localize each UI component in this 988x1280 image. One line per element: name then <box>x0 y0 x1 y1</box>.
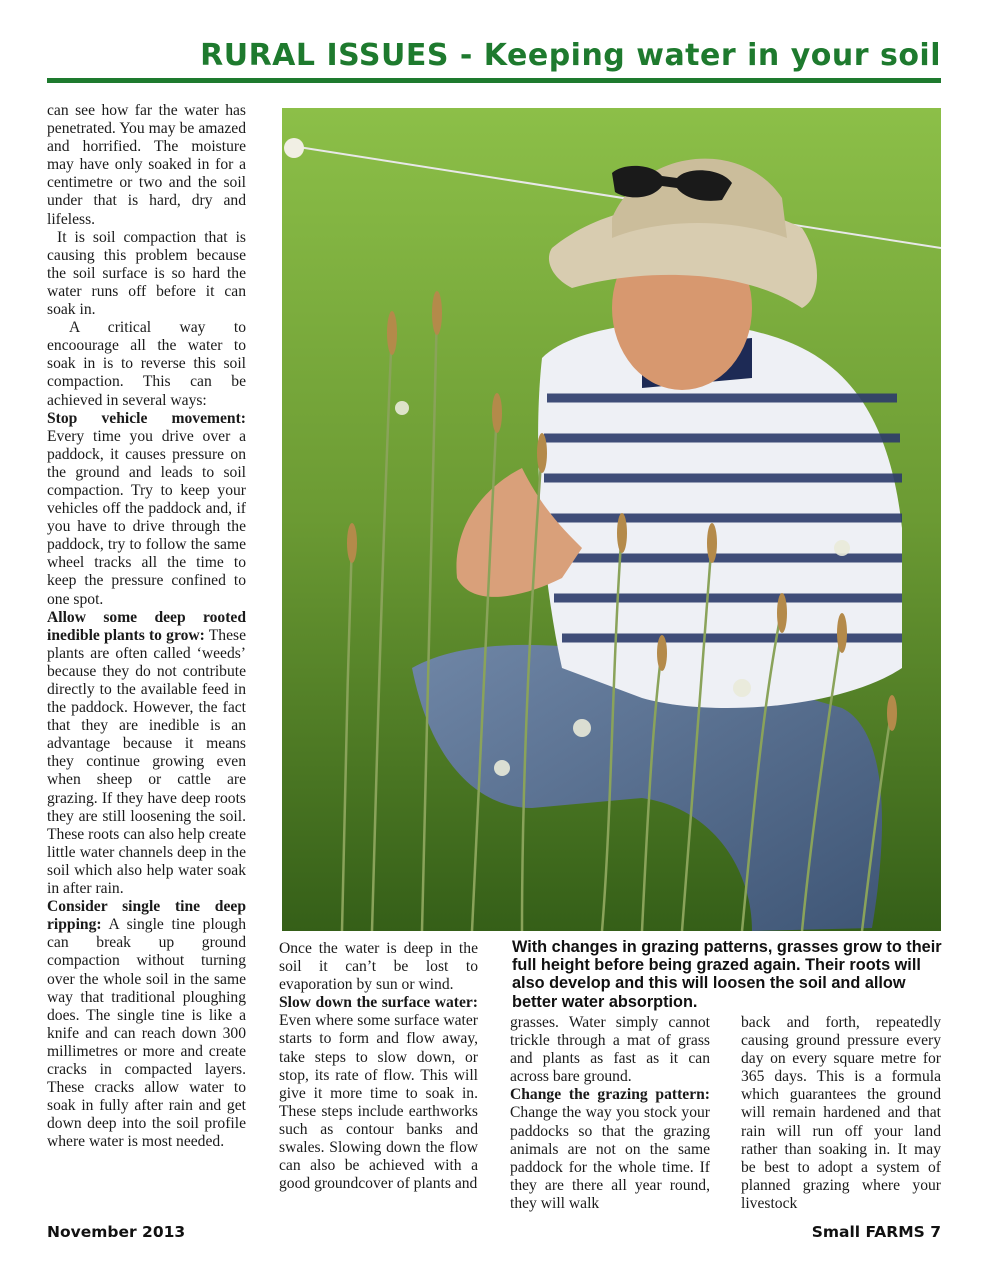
paragraph: Change the grazing pattern: Change the way you stock your paddocks so that the grazing animals are not on the same paddock for the whole time. If they are there all year round, they will walk <box>510 1086 710 1212</box>
article-header-title: RURAL ISSUES - Keeping water in your soil <box>200 38 941 73</box>
text-column-4 <box>741 1014 941 1216</box>
footer-date: November 2013 <box>47 1223 186 1241</box>
paragraph: grasses. Water simply cannot trickle through a mat of grass and plants as fast as it can across bare ground. <box>510 1014 710 1086</box>
photo-farmer-in-grass <box>282 108 941 931</box>
photo-caption: With changes in grazing patterns, grasses grow to their full height before being grazed again. Their roots will also develop and this will loosen the soil and allow better water absorption. <box>512 938 942 1011</box>
paragraph: back and forth, repeatedly causing ground pressure every day on every square metre for 365 days. This is a formula which guarantees the ground will remain hardened and that rain will run off your land rather than soaking in. It may be best to adopt a system of planned grazing where your livestock <box>741 1014 941 1212</box>
paragraph: Once the water is deep in the soil it can’t be lost to evaporation by sun or wind. <box>279 940 478 994</box>
subheading: Allow some deep rooted inedible plants to grow: <box>47 608 246 644</box>
text-column-1 <box>47 102 246 1220</box>
subheading: Stop vehicle movement: <box>47 409 246 427</box>
paragraph: It is soil compaction that is causing this problem because the soil surface is so hard the water runs off before it can soak in. <box>47 228 246 319</box>
paragraph: Stop vehicle movement: Every time you drive over a paddock, it causes pressure on the ground and leads to soil compaction. Try to keep your vehicles off the paddock and, if you have to drive through the paddock, try to follow the same wheel tracks all the time to keep the pressure confined to one spot. <box>47 409 246 608</box>
paragraph: Slow down the surface water: Even where some surface water starts to form and flow away, take steps to slow down, or stop, its rate of flow. This will give it more time to soak in. These steps include earthworks such as contour banks and swales. Slowing down the flow can also be achieved with a good groundcover of plants and <box>279 994 478 1193</box>
subheading: Slow down the surface water: <box>279 994 478 1012</box>
paragraph: Allow some deep rooted inedible plants to grow: These plants are often called ‘weeds’ because they do not contribute directly to the available feed in the paddock. However, the fact that they are inedible is an advantage because it means they continue growing even when sheep or cattle are grazing. If they have deep roots they are still loosening the soil. These roots can also help create little water channels deep in the soil which also help water soak in after rain. <box>47 608 246 898</box>
paragraph: Consider single tine deep ripping: A single tine plough can break up ground compaction without turning over the whole soil in the same way that traditional ploughing does. The single tine is like a knife and can reach down 300 millimetres or more and create cracks in compacted layers. These cracks allow water to soak in fully after rain and get down deep into the soil profile where water is most needed. <box>47 898 246 1151</box>
photo-illustration <box>282 108 941 931</box>
subheading: Change the grazing pattern: <box>510 1086 710 1104</box>
header-rule <box>47 78 941 83</box>
text-column-2 <box>279 940 478 1216</box>
text-column-3 <box>510 1014 710 1216</box>
footer-page-number: Small FARMS 7 <box>811 1223 941 1241</box>
subheading: Consider single tine deep ripping: <box>47 898 246 934</box>
paragraph: can see how far the water has penetrated. You may be amazed and horrified. The moisture may have only soaked in for a centimetre or two and the soil under that is hard, dry and lifeless. <box>47 102 246 228</box>
paragraph: A critical way to encoourage all the water to soak in is to reverse this soil compaction. This can be achieved in several ways: <box>47 319 246 409</box>
